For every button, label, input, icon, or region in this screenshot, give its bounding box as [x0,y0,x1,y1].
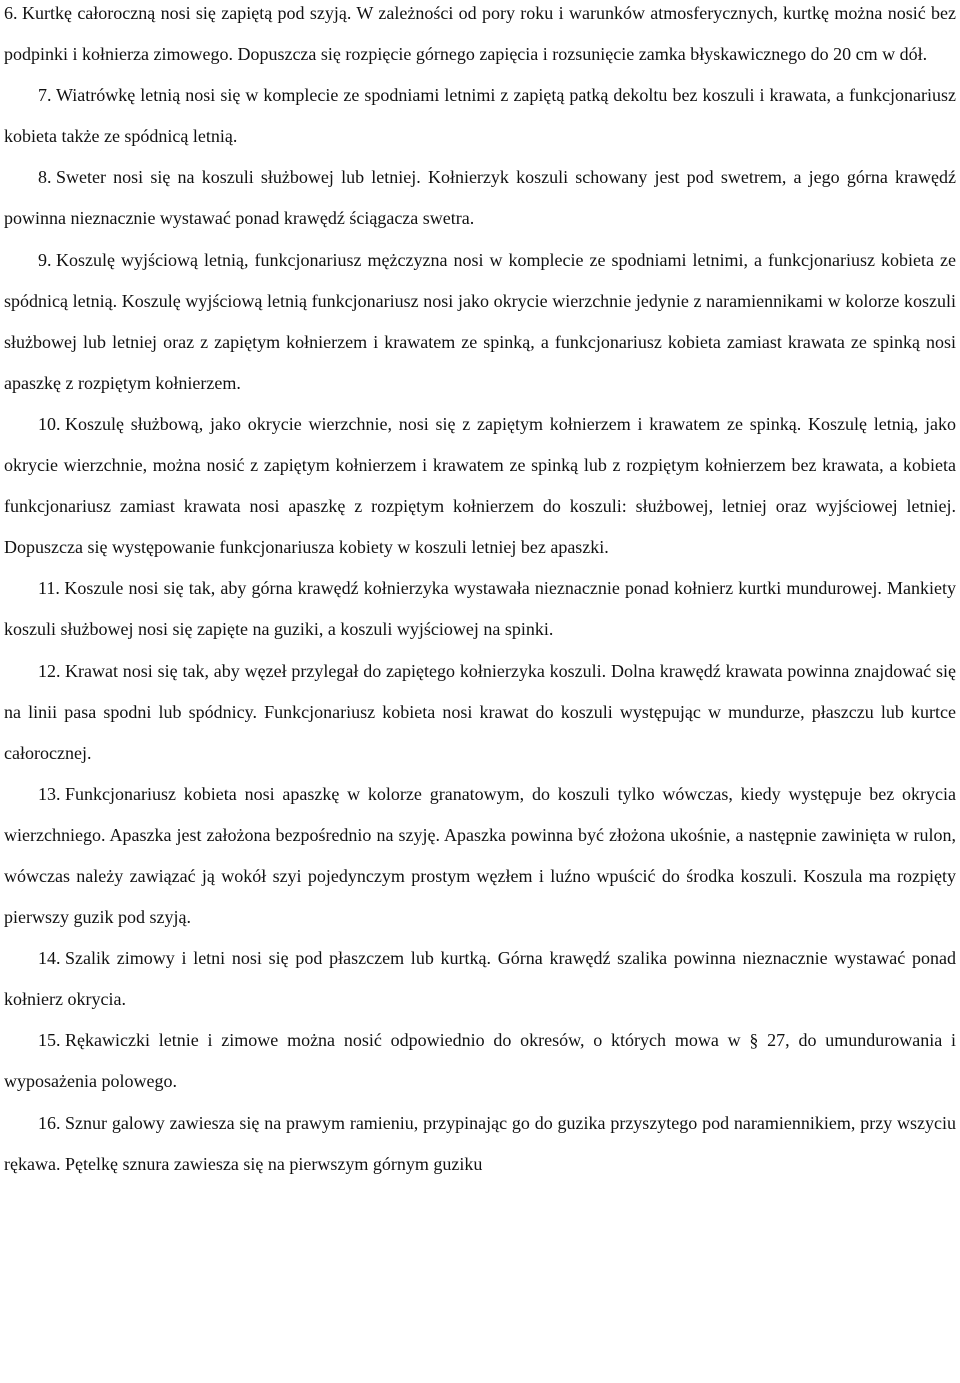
paragraph-number: 15. [38,1030,61,1051]
paragraph-number: 14. [38,948,61,969]
paragraph-10 [4,404,956,568]
paragraph-number: 9. [38,249,52,270]
paragraph-11 [4,568,956,650]
paragraph-6 [4,0,956,75]
paragraph-text: Szalik zimowy i letni nosi się pod płaszczem lub kurtką. Górna krawędź szalika powinna nieznacznie wystawać ponad kołnierz okrycia. [4,948,956,1010]
paragraph-7 [4,75,956,157]
paragraph-text: Koszulę służbową, jako okrycie wierzchnie, nosi się z zapiętym kołnierzem i krawatem ze spinką. Koszulę letnią, jako okrycie wierzchnie, można nosić z zapiętym kołnierzem i krawatem ze spinką lub z rozpiętym kołnierzem bez krawata, a kobieta funkcjonariusz zamiast krawata nosi apaszkę z rozpiętym kołnierzem do koszuli: służbowej, letniej oraz wyjściowej letniej. Dopuszcza się występowanie funkcjonariusza kobiety w koszuli letniej bez apaszki. [4,413,956,558]
paragraph-number: 6. [4,3,18,23]
paragraph-text: Koszulę wyjściową letnią, funkcjonariusz mężczyzna nosi w komplecie ze spodniami letnimi, a funkcjonariusz kobieta ze spódnicą letnią. Koszulę wyjściową letnią funkcjonariusz nosi jako okrycie wierzchnie jedynie z naramiennikami w kolorze koszuli służbowej lub letniej oraz z zapiętym kołnierzem i krawatem ze spinką, a funkcjonariusz kobieta zamiast krawata ze spinką nosi apaszkę z rozpiętym kołnierzem. [4,249,956,393]
paragraph-text: Koszule nosi się tak, aby górna krawędź kołnierzyka wystawała nieznacznie ponad kołnierz kurtki mundurowej. Mankiety koszuli służbowej nosi się zapięte na guziki, a koszuli wyjściowej na spinki. [4,578,956,640]
paragraph-number: 12. [38,660,61,681]
paragraph-16 [4,1103,956,1185]
paragraph-13 [4,774,956,938]
paragraph-9 [4,240,956,404]
paragraph-15 [4,1020,956,1102]
paragraph-8 [4,157,956,239]
paragraph-12 [4,651,956,774]
paragraph-number: 7. [38,85,52,106]
paragraph-text: Rękawiczki letnie i zimowe można nosić odpowiednio do okresów, o których mowa w § 27, do umundurowania i wyposażenia polowego. [4,1030,956,1092]
paragraph-text: Sweter nosi się na koszuli służbowej lub letniej. Kołnierzyk koszuli schowany jest pod swetrem, a jego górna krawędź powinna nieznacznie wystawać ponad krawędź ściągacza swetra. [4,167,956,229]
paragraph-number: 13. [38,783,61,804]
paragraph-text: Funkcjonariusz kobieta nosi apaszkę w kolorze granatowym, do koszuli tylko wówczas, kiedy występuje bez okrycia wierzchniego. Apaszka jest założona bezpośrednio na szyję. Apaszka powinna być złożona ukośnie, a następnie zawinięta w rulon, wówczas należy zawiązać ją wokół szyi pojedynczym prostym węzłem i luźno wpuścić do środka koszuli. Koszula ma rozpięty pierwszy guzik pod szyją. [4,783,956,928]
paragraph-text: Sznur galowy zawiesza się na prawym ramieniu, przypinając go do guzika przyszytego pod naramiennikiem, przy wszyciu rękawa. Pętelkę sznura zawiesza się na pierwszym górnym guziku [4,1112,956,1174]
paragraph-text: Kurtkę całoroczną nosi się zapiętą pod szyją. W zależności od pory roku i warunków atmosferycznych, kurtkę można nosić bez podpinki i kołnierza zimowego. Dopuszcza się rozpięcie górnego zapięcia i rozsunięcie zamka błyskawicznego do 20 cm w dół. [4,3,956,65]
paragraph-number: 10. [38,413,61,434]
paragraph-text: Krawat nosi się tak, aby węzeł przylegał do zapiętego kołnierzyka koszuli. Dolna krawędź krawata powinna znajdować się na linii pasa spodni lub spódnicy. Funkcjonariusz kobieta nosi krawat do koszuli występując w mundurze, płaszczu lub kurtce całorocznej. [4,660,956,763]
paragraph-number: 11. [38,578,60,599]
paragraph-14 [4,938,956,1020]
paragraph-number: 16. [38,1112,61,1133]
paragraph-text: Wiatrówkę letnią nosi się w komplecie ze spodniami letnimi z zapiętą patką dekoltu bez koszuli i krawata, a funkcjonariusz kobieta także ze spódnicą letnią. [4,85,956,147]
paragraph-number: 8. [38,167,52,188]
